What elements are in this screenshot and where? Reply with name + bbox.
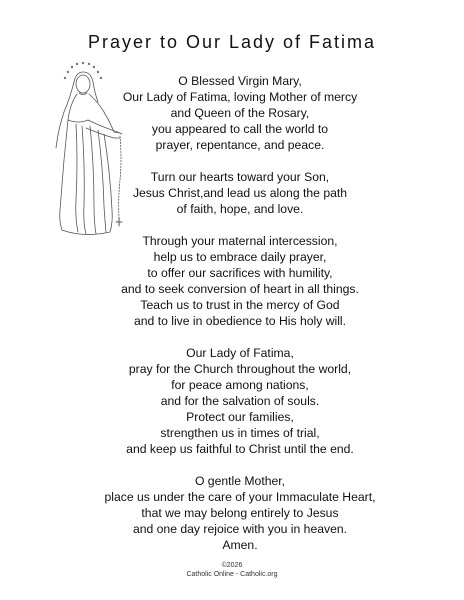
- prayer-text: [70, 73, 410, 569]
- prayer-line: O gentle Mother,: [194, 474, 286, 488]
- copyright-text: ©2026: [221, 562, 243, 569]
- prayer-line: Turn our hearts toward your Son,: [150, 170, 330, 184]
- prayer-line: to offer our sacrifices with humility,: [147, 266, 333, 280]
- prayer-line: O Blessed Virgin Mary,: [178, 74, 302, 88]
- prayer-line: Teach us to trust in the mercy of God: [140, 298, 340, 312]
- prayer-line: Our Lady of Fatima,: [186, 346, 294, 360]
- prayer-line: Jesus Christ,and lead us along the path: [132, 186, 348, 200]
- prayer-line: help us to embrace daily prayer,: [153, 250, 327, 264]
- prayer-line: and Queen of the Rosary,: [170, 106, 310, 120]
- prayer-line: and for the salvation of souls.: [160, 394, 320, 408]
- prayer-line: and one day rejoice with you in heaven.: [132, 522, 348, 536]
- prayer-line: that we may belong entirely to Jesus: [141, 506, 339, 520]
- stanza: [70, 73, 410, 153]
- stanza: [70, 345, 410, 457]
- prayer-line: and to seek conversion of heart in all things.: [121, 282, 359, 296]
- page-title: Prayer to Our Lady of Fatima: [87, 32, 377, 52]
- prayer-line: Our Lady of Fatima, loving Mother of mercy: [122, 90, 358, 104]
- prayer-line: prayer, repentance, and peace.: [155, 138, 325, 152]
- source-link[interactable]: Catholic Online - Catholic.org: [186, 571, 278, 578]
- prayer-line: strengthen us in times of trial,: [160, 426, 320, 440]
- prayer-line: Protect our families,: [186, 410, 294, 424]
- prayer-line: for peace among nations,: [171, 378, 309, 392]
- prayer-line: of faith, hope, and love.: [176, 202, 304, 216]
- prayer-line: you appeared to call the world to: [151, 122, 329, 136]
- prayer-line: Amen.: [222, 538, 258, 552]
- stanza: [70, 473, 410, 553]
- prayer-line: and keep us faithful to Christ until the end.: [126, 442, 354, 456]
- prayer-line: Through your maternal intercession,: [142, 234, 338, 248]
- prayer-line: place us under the care of your Immaculate Heart,: [104, 490, 376, 504]
- prayer-line: pray for the Church throughout the world,: [128, 362, 352, 376]
- stanza: [70, 233, 410, 329]
- footer: [0, 561, 464, 579]
- prayer-line: and to live in obedience to His holy will.: [133, 314, 347, 328]
- stanza: [70, 169, 410, 217]
